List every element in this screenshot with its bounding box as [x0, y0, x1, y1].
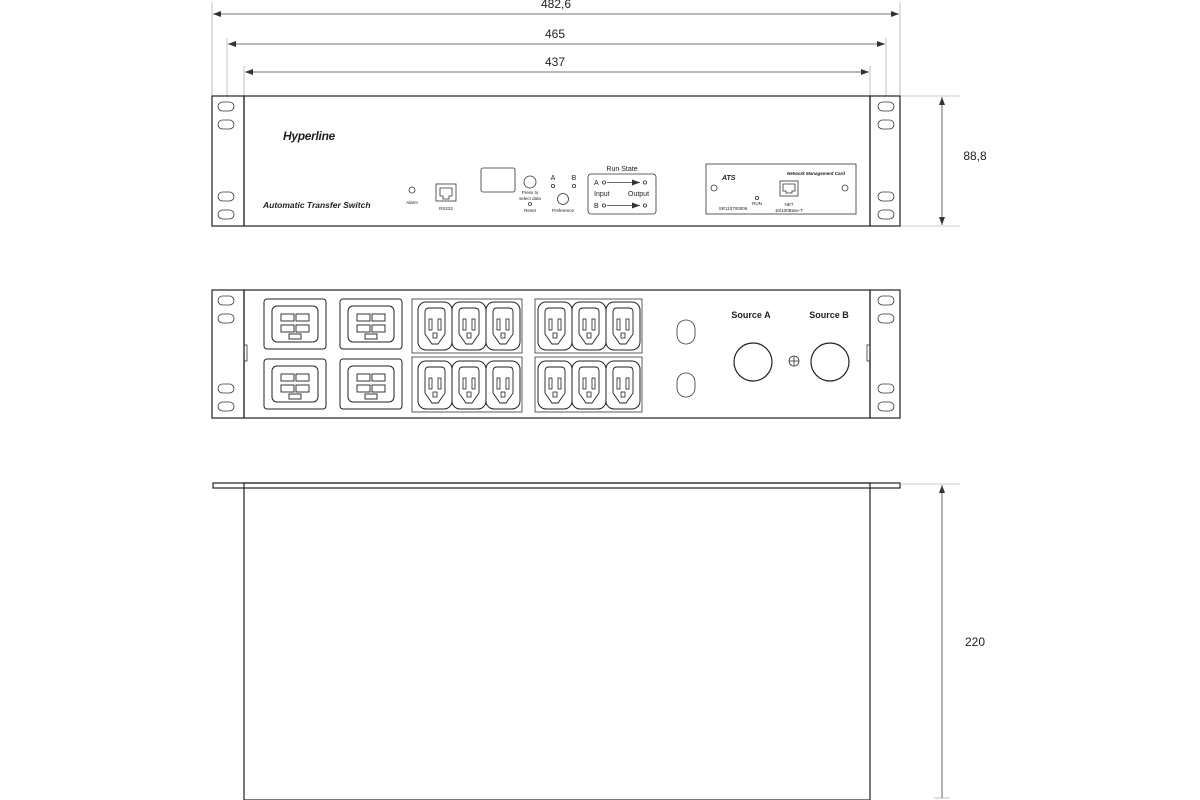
dim-label-body-width: 437	[544, 55, 566, 69]
nmc-serial: SR110700006	[718, 206, 748, 211]
nmc-net-port	[780, 181, 798, 196]
mount-slot	[878, 296, 894, 305]
nmc-run-label: RUN	[752, 201, 762, 206]
c13-socket	[486, 361, 520, 409]
run-state-title: Run State	[606, 166, 638, 173]
top-flange	[213, 483, 900, 488]
mount-slot	[878, 402, 894, 411]
dimension-depth	[900, 484, 985, 798]
ground-terminal-icon	[789, 356, 799, 366]
rear-chassis	[244, 290, 870, 418]
run-state-input: Input	[594, 191, 610, 198]
dimension-height	[900, 96, 987, 226]
c13-socket	[418, 302, 452, 350]
mount-slot	[878, 210, 894, 219]
alarm-label: Alarm	[406, 200, 418, 205]
dim-label-depth: 220	[964, 635, 986, 649]
network-management-card	[706, 164, 856, 214]
preference-button	[558, 194, 569, 205]
c19-socket	[340, 359, 402, 409]
c13-socket	[538, 302, 572, 350]
nmc-title: Network Management Card	[786, 171, 846, 176]
mount-slot	[218, 296, 234, 305]
source-b-letter: B	[571, 175, 577, 182]
dimension-body-width	[244, 55, 870, 96]
mount-slot	[218, 314, 234, 323]
breaker-bottom	[677, 373, 695, 397]
c13-socket	[606, 361, 640, 409]
source-a-letter: A	[550, 175, 556, 182]
mount-slot	[218, 210, 234, 219]
source-b-label: Source B	[809, 310, 849, 320]
run-state-row-a: A	[594, 180, 599, 187]
mount-slot	[878, 102, 894, 111]
c13-socket	[572, 361, 606, 409]
rs232-label: RS232	[439, 206, 453, 211]
c13-socket	[452, 302, 486, 350]
source-b-led	[572, 184, 575, 187]
c19-socket	[340, 299, 402, 349]
source-a-inlet	[734, 343, 772, 381]
front-view	[212, 96, 900, 226]
mount-slot	[878, 192, 894, 201]
front-right-ear	[870, 96, 900, 226]
dimension-rack-width	[212, 0, 900, 96]
mount-slot	[218, 402, 234, 411]
mount-slot	[218, 120, 234, 129]
breaker-top	[677, 320, 695, 344]
nmc-screw-left	[711, 185, 717, 191]
c13-socket	[572, 302, 606, 350]
rs232-port	[436, 184, 456, 201]
nmc-run-led	[755, 196, 758, 199]
mount-slot	[878, 384, 894, 393]
dim-label-height: 88,8	[963, 149, 987, 163]
reset-label: Reset	[524, 208, 536, 213]
lcd-display	[481, 168, 515, 192]
nmc-screw-right	[842, 185, 848, 191]
select-data-button	[524, 176, 536, 188]
top-chassis	[244, 483, 870, 800]
press-label-2: select data	[519, 196, 541, 201]
nmc-net-label: NET	[784, 202, 794, 207]
mount-slot	[218, 192, 234, 201]
c13-socket	[606, 302, 640, 350]
rear-view	[212, 290, 900, 418]
nmc-net-spec: 10/100Base-T	[774, 208, 804, 213]
c19-socket	[264, 359, 326, 409]
source-a-led	[551, 184, 554, 187]
brand-logo: Hyperline	[283, 129, 335, 143]
source-b-inlet	[811, 343, 849, 381]
c13-group-frame	[412, 299, 522, 353]
c19-socket	[264, 299, 326, 349]
mount-slot	[878, 120, 894, 129]
alarm-led	[409, 187, 415, 193]
top-view	[213, 483, 900, 800]
c13-socket	[418, 361, 452, 409]
c13-socket	[452, 361, 486, 409]
source-a-label: Source A	[731, 310, 771, 320]
c13-group-frame	[412, 357, 522, 412]
mount-slot	[218, 384, 234, 393]
press-label-1: Press to	[521, 190, 539, 195]
run-state-output: Output	[628, 191, 650, 198]
preference-label: Preference	[551, 208, 575, 213]
mount-slot	[218, 102, 234, 111]
dim-label-rack-width: 482,6	[540, 0, 572, 11]
rear-right-ear	[870, 290, 900, 418]
mount-slot	[878, 314, 894, 323]
c13-socket	[538, 361, 572, 409]
rear-left-ear	[212, 290, 244, 418]
reset-pinhole	[529, 203, 532, 206]
dim-label-mount-width: 465	[544, 27, 566, 41]
product-name: Automatic Transfer Switch	[263, 200, 371, 210]
c13-socket	[486, 302, 520, 350]
front-left-ear	[212, 96, 244, 226]
nmc-ats-label: ATS	[722, 175, 736, 182]
run-state-row-b: B	[594, 203, 599, 210]
